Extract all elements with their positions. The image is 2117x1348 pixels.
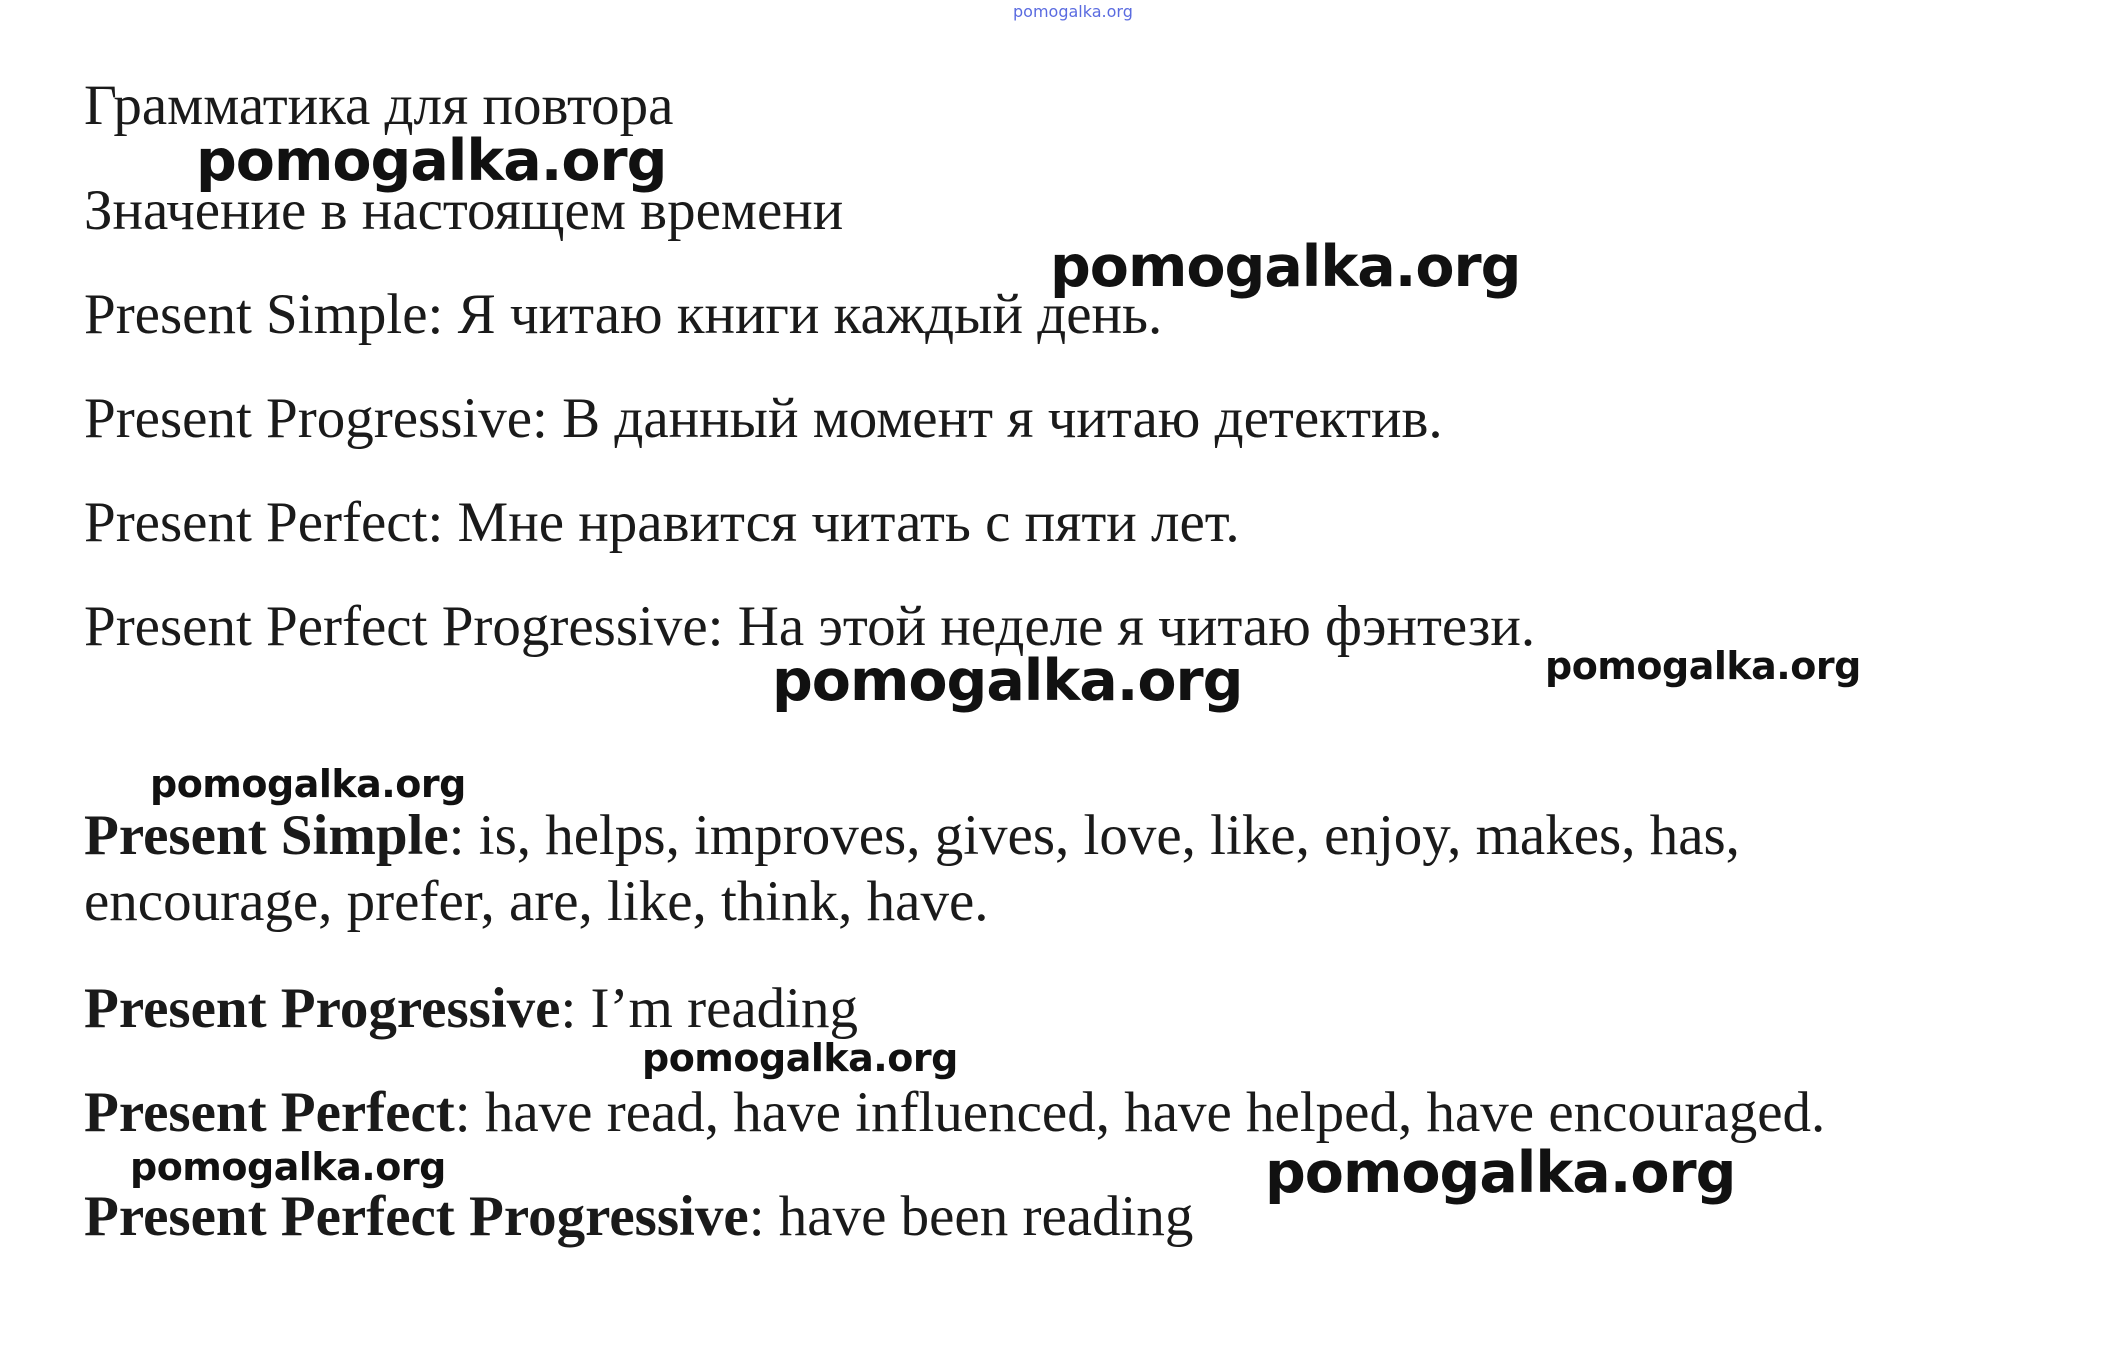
watermark: pomogalka.org	[642, 1036, 958, 1080]
document-heading: Грамматика для повтора	[84, 74, 674, 137]
translation-line: Present Simple: Я читаю книги каждый день.	[84, 283, 1163, 346]
watermark: pomogalka.org	[150, 762, 466, 806]
tense-name: Present Progressive	[84, 977, 561, 1040]
tense-examples: : is, helps, improves, gives, love, like, enjoy, makes, has, encourage, prefer, are, like, think, have.	[84, 804, 1740, 933]
tense-examples: : have been reading	[748, 1185, 1194, 1248]
watermark: pomogalka.org	[130, 1145, 446, 1189]
watermark: pomogalka.org	[772, 648, 1243, 714]
translation-line: Present Perfect Progressive: На этой неделе я читаю фэнтези.	[84, 595, 1536, 658]
tense-name: Present Perfect Progressive	[84, 1185, 749, 1248]
watermark: pomogalka.org	[1545, 644, 1861, 688]
tense-name: Present Simple	[84, 804, 449, 867]
tense-examples: : have read, have influenced, have helped, have encouraged.	[454, 1081, 1826, 1144]
watermark: pomogalka.org	[1050, 234, 1521, 300]
translation-line: Present Perfect: Мне нравится читать с пяти лет.	[84, 491, 1240, 554]
tense-example-line	[84, 803, 1844, 935]
tense-examples: : I’m reading	[560, 977, 859, 1040]
watermark: pomogalka.org	[196, 128, 667, 194]
tense-name: Present Perfect	[84, 1081, 455, 1144]
tense-example-line	[84, 976, 858, 1042]
tense-example-line	[84, 1080, 1825, 1146]
translation-line: Present Progressive: В данный момент я читаю детектив.	[84, 387, 1443, 450]
document-subheading: Значение в настоящем времени	[84, 179, 844, 242]
top-watermark: pomogalka.org	[1013, 2, 1133, 21]
watermark: pomogalka.org	[1265, 1140, 1736, 1206]
tense-example-line	[84, 1184, 1193, 1250]
